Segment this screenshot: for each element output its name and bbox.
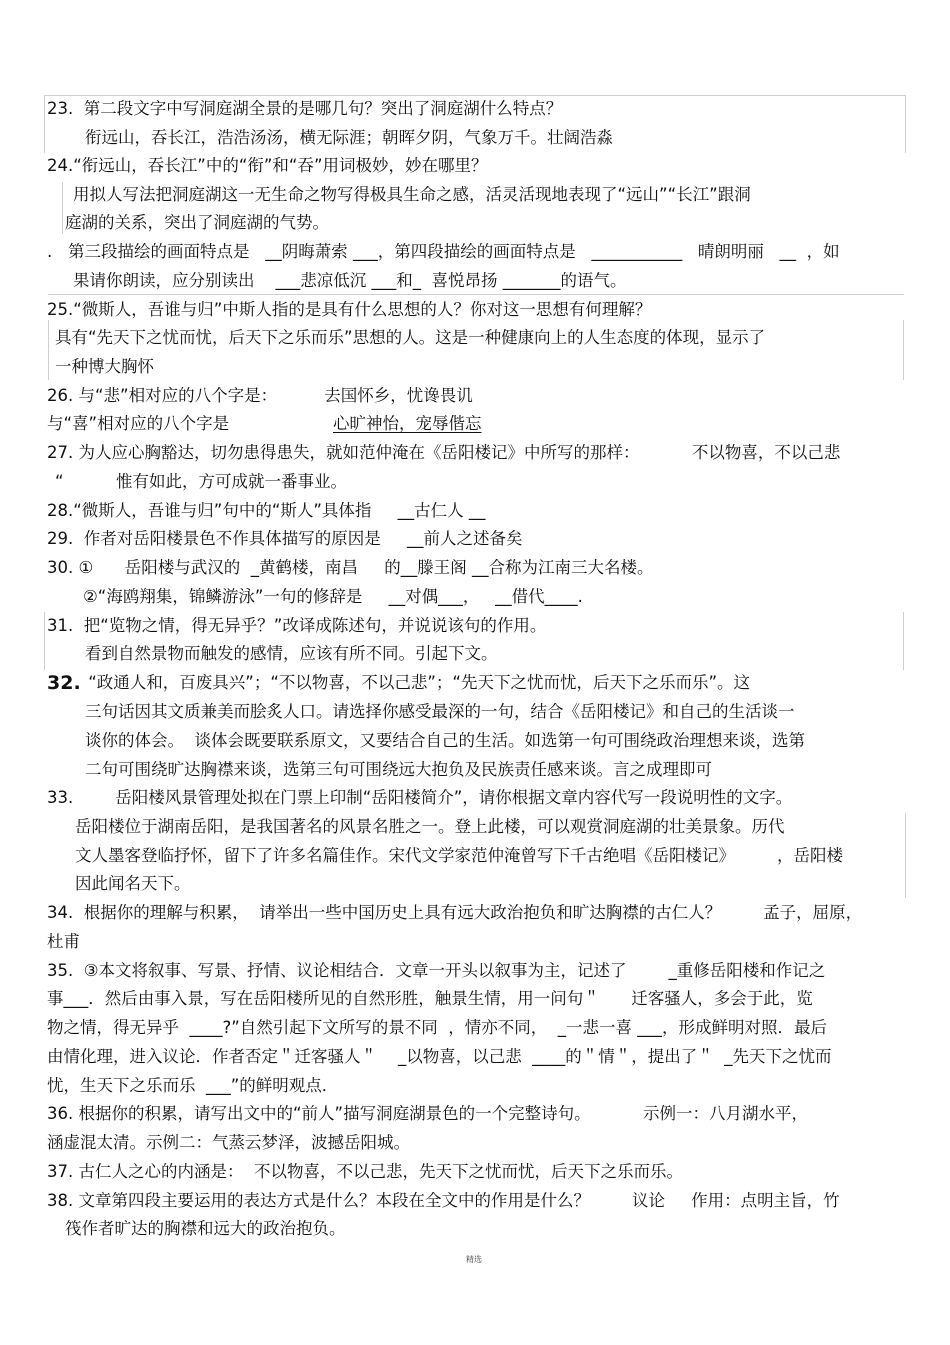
question-32-line1: “政通人和，百废具兴”；“不以物喜，不以己悲”；“先天下之忧而忧，后天下之乐而乐”。这 — [83, 673, 751, 692]
answer-36-cont: 涵虚混太清。示例二：气蒸云梦泽，波撼岳阳城。 — [47, 1133, 410, 1152]
question-25: 25.“微斯人，吾谁与归”中斯人指的是具有什么思想的人？你对这一思想有何理解？ — [47, 300, 652, 319]
answer-33-line1: 岳阳楼位于湖南岳阳，是我国著名的风景名胜之一。登上此楼，可以观赏洞庭湖的壮美景象。历代 — [75, 817, 785, 836]
answer-32-line2: 二句可围绕旷达胸襟来谈，选第三句可围绕远大抱负及民族责任感来谈。言之成理即可 — [85, 760, 712, 779]
answer-23: 衔远山，吞长江，浩浩汤汤，横无际涯；朝晖夕阴，气象万千。壮阔浩淼 — [85, 128, 613, 147]
question-32-number: 32. — [47, 672, 81, 694]
question-38: 38. 文章第四段主要运用的表达方式是什么？本段在全文中的作用是什么？ 议论 作用：点明主旨，竹 — [47, 1191, 840, 1210]
answer-33-line2: 文人墨客登临抒怀，留下了许多名篇佳作。宋代文学家范仲淹曾写下千古绝唱《岳阳楼记》 ，岳阳楼 — [75, 846, 843, 865]
answer-24-line1: 用拟人写法把洞庭湖这一无生命之物写得极具生命之感，活灵活现地表现了“远山”“长江”跟洞 — [73, 185, 751, 204]
answer-33-line3: 因此闻名天下。 — [75, 874, 191, 893]
question-23: 23. 第二段文字中写洞庭湖全景的是哪几句？突出了洞庭湖什么特点？ — [47, 99, 563, 118]
question-26-part2-answer: 心旷神怡，宠辱偕忘 — [333, 414, 482, 433]
scan-rule — [44, 612, 45, 670]
fill-blank-line2: 果请你朗读，应分别读出 ___悲凉低沉 ___和_ 喜悦昂扬 _______的语气。 — [73, 271, 627, 290]
scan-rule — [905, 813, 906, 898]
answer-25-line1: 具有“先天下之忧而忧，后天下之乐而乐”思想的人。这是一种健康向上的人生态度的体现，显示了 — [55, 328, 766, 347]
answer-25-line2: 一种博大胸怀 — [55, 357, 154, 376]
scan-rule — [44, 95, 45, 153]
answer-24-line2: 庭湖的关系，突出了洞庭湖的气势。 — [65, 213, 329, 232]
question-26: 26. 与“悲”相对应的八个字是： 去国怀乡，忧谗畏讥 — [47, 386, 473, 405]
question-27: 27. 为人应心胸豁达，切勿患得患失，就如范仲淹在《岳阳楼记》中所写的那样： 不以物喜，不以己悲 — [47, 443, 841, 462]
question-33: 33. 岳阳楼风景管理处拟在门票上印制“岳阳楼简介”，请你根据文章内容代写一段说明性的文字。 — [47, 788, 793, 807]
question-32-line2: 三句话因其文质兼美而脍炙人口。请选择你感受最深的一句，结合《岳阳楼记》和自己的生活谈一 — [85, 702, 795, 721]
question-35-line3: 物之情，得无异乎 ____?”自然引起下文所写的景不同 ，情亦不同， _一悲一喜 ___，形成鲜明对照．最后 — [47, 1018, 828, 1037]
answer-31: 看到自然景物而触发的感情，应该有所不同。引起下文。 — [85, 644, 498, 663]
question-30-part2: ②“海鸥翔集，锦鳞游泳”一句的修辞是 __对偶___， __借代____. — [83, 587, 583, 606]
question-29: 29. 作者对岳阳楼景色不作具体描写的原因是 __前人之述备矣 — [47, 529, 523, 548]
answer-32-line1: 谈你的体会。 谈体会既要联系原文，又要结合自己的生活。如选第一句可围绕政治理想来谈，选第 — [85, 731, 805, 750]
scan-rule — [48, 294, 904, 295]
question-28: 28.“微斯人，吾谁与归”句中的“斯人”具体指 __古仁人 __ — [47, 501, 486, 520]
answer-34-cont: 杜甫 — [47, 932, 80, 951]
scan-rule — [62, 182, 63, 234]
question-34: 34. 根据你的理解与积累， 请举出一些中国历史上具有远大政治抱负和旷达胸襟的古仁人？ 孟子，屈原， — [47, 903, 863, 922]
question-31: 31. 把“览物之情，得无异乎？”改译成陈述句，并说说该句的作用。 — [47, 616, 547, 635]
scan-rule — [903, 612, 904, 670]
question-36: 36. 根据你的积累，请写出文中的“前人”描写洞庭湖景色的一个完整诗句。 示例一：八月湖水平， — [47, 1104, 809, 1123]
question-37: 37. 古仁人之心的内涵是： 不以物喜，不以己悲，先天下之忧而忧，后天下之乐而乐。 — [47, 1162, 683, 1181]
fill-blank-line1: . 第三段描绘的画面特点是 __阴晦萧索 ___，第四段描绘的画面特点是 ___________ 晴朗明丽 __ ，如 — [47, 242, 840, 261]
question-24: 24.“衔远山，吞长江”中的“衔”和“吞”用词极妙，妙在哪里？ — [47, 156, 488, 175]
page-footer: 精选 — [466, 1255, 482, 1264]
question-35-line5: 忧，生天下之乐而乐 ___”的鲜明观点． — [47, 1076, 339, 1095]
question-27-cont: “ 惟有如此，方可成就一番事业。 — [55, 472, 347, 491]
scan-rule — [903, 320, 904, 380]
question-35-line4: 由情化理，进入议论．作者否定＂迁客骚人＂ _以物喜，以己悲 ____的＂情＂，提出了＂ _先天下之忧而 — [47, 1047, 832, 1066]
scan-rule — [905, 95, 906, 153]
question-35-line2: 事___．然后由事入景，写在岳阳楼所见的自然形胜，触景生情，用一问句＂ 迁客骚人，多会于此，览 — [47, 989, 813, 1008]
question-35-line1: 35. ③本文将叙事、写景、抒情、议论相结合．文章一开头以叙事为主，记述了 _重修岳阳楼和作记之 — [47, 961, 826, 980]
scan-rule — [44, 95, 906, 96]
question-30-part1: 30. ① 岳阳楼与武汉的 _黄鹤楼，南昌 的__滕王阁 __合称为江南三大名楼。 — [47, 558, 654, 577]
answer-38-cont: 筏作者旷达的胸襟和远大的政治抱负。 — [65, 1219, 346, 1238]
question-26-part2-label: 与“喜”相对应的八个字是 — [47, 414, 230, 433]
scan-rule — [48, 320, 49, 380]
